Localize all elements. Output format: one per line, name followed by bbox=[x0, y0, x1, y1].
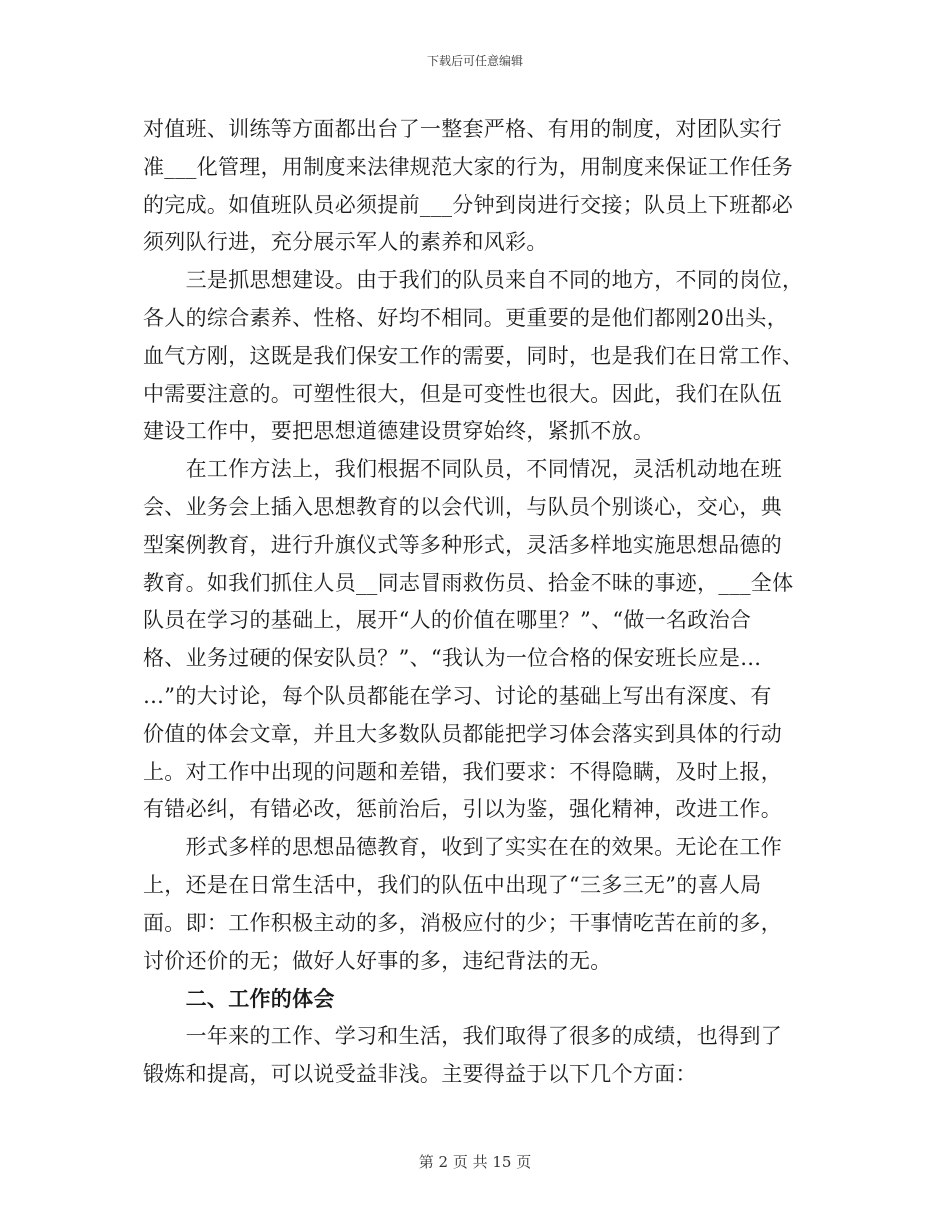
text-line: 建设工作中，要把思想道德建设贯穿始终，紧抓不放。 bbox=[143, 419, 655, 444]
text-line: 形式多样的思想品德教育，收到了实实在在的效果。无论在工作 bbox=[143, 835, 782, 860]
text-line: 准___化管理，用制度来法律规范大家的行为，用制度来保证工作任务 bbox=[143, 154, 794, 179]
text-line: 上，还是在日常生活中，我们的队伍中出现了“三多三无”的喜人局 bbox=[143, 872, 762, 897]
page-header: 下载后可任意编辑 bbox=[426, 54, 523, 68]
document-body bbox=[143, 111, 823, 1094]
text-line: 价值的体会文章，并且大多数队员都能把学习体会落实到具体的行动 bbox=[143, 721, 782, 746]
text-line: 上。对工作中出现的问题和差错，我们要求：不得隐瞒，及时上报， bbox=[143, 759, 782, 784]
text-line: 面。即：工作积极主动的多，消极应付的少；干事情吃苦在前的多， bbox=[143, 910, 782, 935]
text-line: 一年来的工作、学习和生活，我们取得了很多的成绩，也得到了 bbox=[143, 1024, 782, 1049]
text-line: 血气方刚，这既是我们保安工作的需要，同时，也是我们在日常工作、 bbox=[143, 343, 804, 368]
text-line: 各人的综合素养、性格、好均不相同。更重要的是他们都刚20出头， bbox=[143, 305, 789, 330]
text-line: 中需要注意的。可塑性很大，但是可变性也很大。因此，我们在队伍 bbox=[143, 381, 782, 406]
section-heading: 二、工作的体会 bbox=[143, 986, 335, 1012]
text-line: 格、业务过硬的保安队员？”、“我认为一位合格的保安班长应是… bbox=[143, 646, 762, 671]
text-line: 锻炼和提高，可以说受益非浅。主要得益于以下几个方面： bbox=[143, 1061, 697, 1086]
text-line: 有错必纠，有错必改，惩前治后，引以为鉴，强化精神，改进工作。 bbox=[143, 797, 782, 822]
text-line: 会、业务会上插入思想教育的以会代训，与队员个别谈心，交心，典 bbox=[143, 494, 782, 519]
text-line: 对值班、训练等方面都出台了一整套严格、有用的制度，对团队实行 bbox=[143, 117, 782, 141]
text-line: 队员在学习的基础上，展开“人的价值在哪里？”、“做一名政治合 bbox=[143, 608, 752, 633]
text-line: …”的大讨论，每个队员都能在学习、讨论的基础上写出有深度、有 bbox=[143, 683, 772, 708]
text-line: 讨价还价的无；做好人好事的多，违纪背法的无。 bbox=[143, 948, 612, 973]
text-line: 在工作方法上，我们根据不同队员，不同情况，灵活机动地在班 bbox=[143, 457, 782, 482]
page-number: 第 2 页 共 15 页 bbox=[418, 1153, 532, 1171]
text-line: 的完成。如值班队员必须提前___分钟到岗进行交接；队员上下班都必 bbox=[143, 192, 794, 217]
text-line: 三是抓思想建设。由于我们的队员来自不同的地方，不同的岗位， bbox=[143, 268, 804, 293]
text-line: 教育。如我们抓住人员__同志冒雨救伤员、拾金不昧的事迹，___全体 bbox=[143, 570, 794, 595]
text-line: 型案例教育，进行升旗仪式等多种形式，灵活多样地实施思想品德的 bbox=[143, 532, 782, 557]
text-line: 须列队行进，充分展示军人的素养和风彩。 bbox=[143, 230, 548, 255]
